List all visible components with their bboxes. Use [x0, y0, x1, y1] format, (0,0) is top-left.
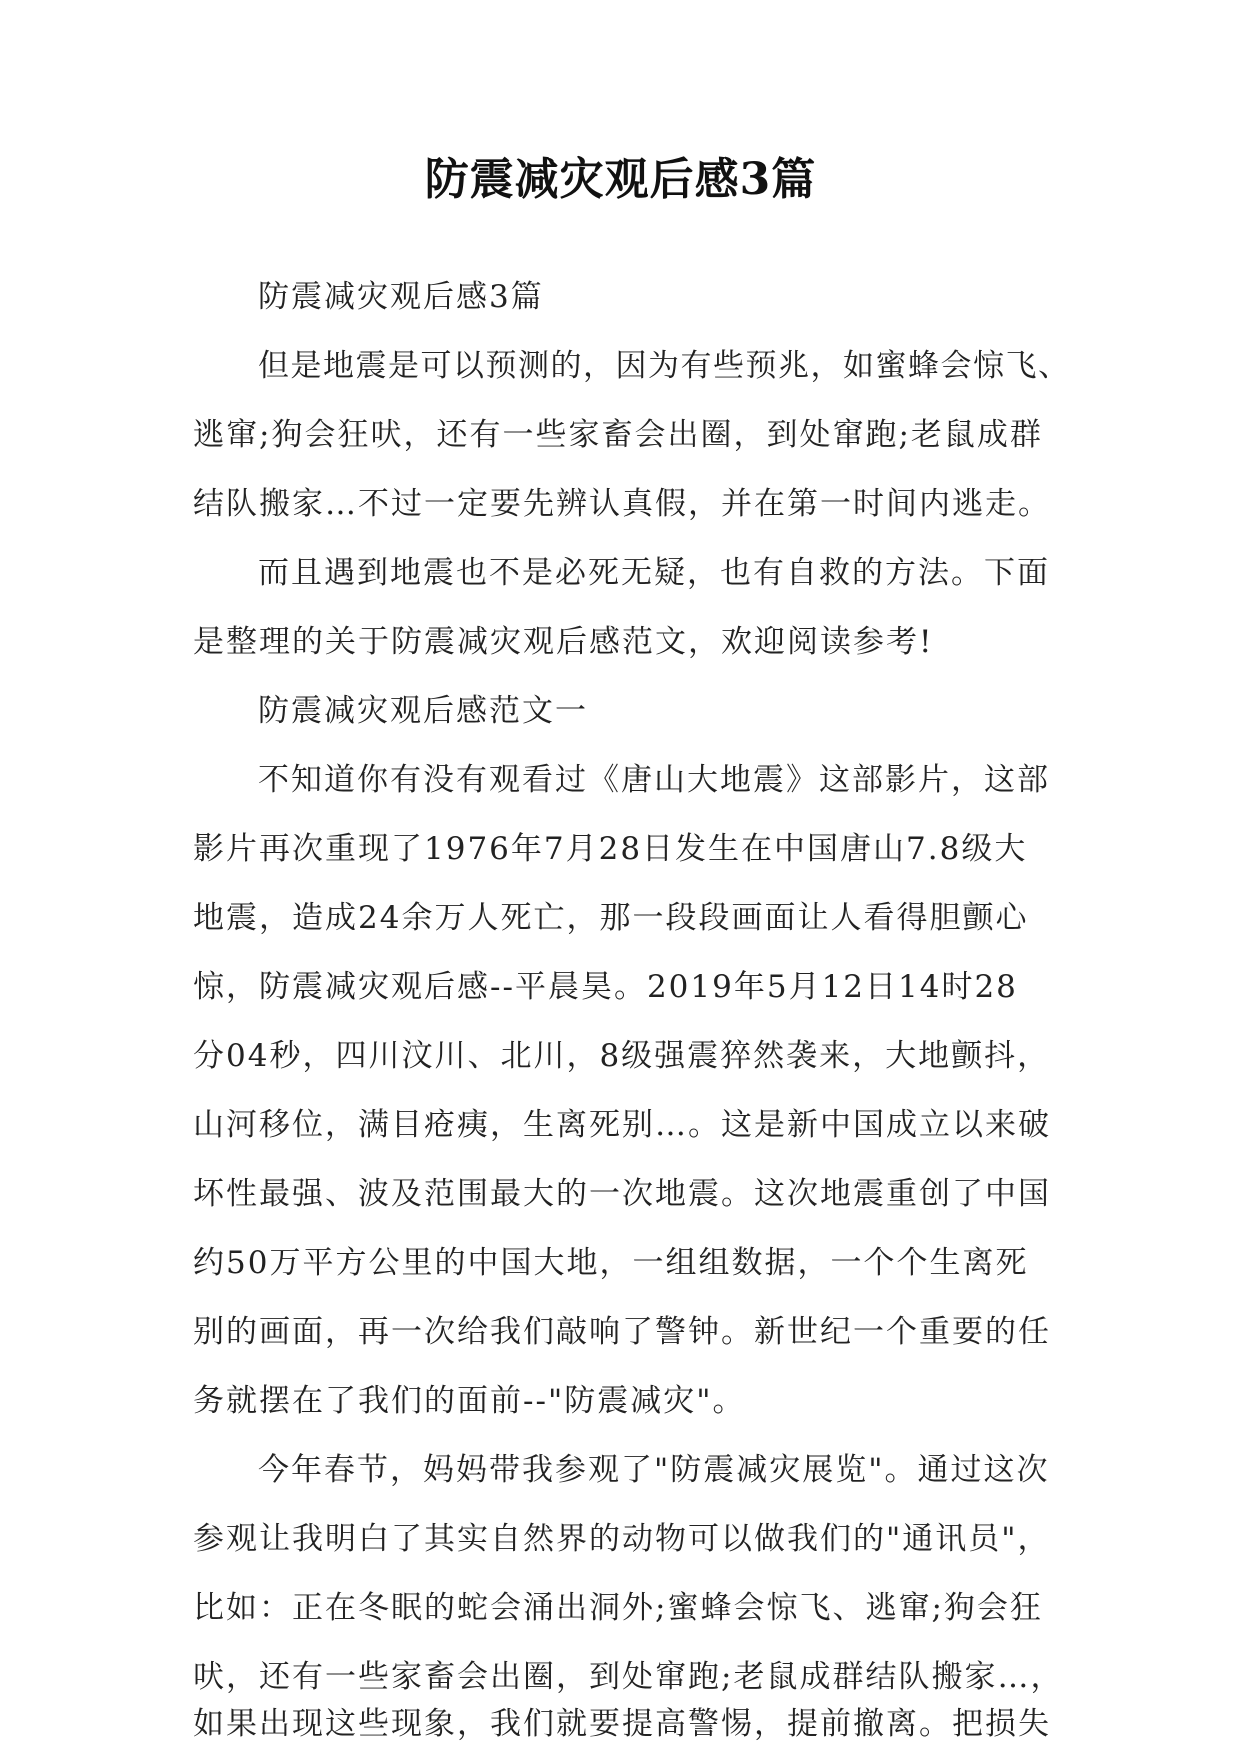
text-line: 坏性最强、波及范围最大的一次地震。这次地震重创了中国	[193, 1176, 1051, 1212]
text-line: 约50万平方公里的中国大地，一组组数据，一个个生离死	[193, 1245, 1029, 1281]
text-line: 山河移位，满目疮痍，生离死别…。这是新中国成立以来破	[193, 1107, 1051, 1143]
text-line: 分04秒，四川汶川、北川，8级强震猝然袭来，大地颤抖，	[193, 1038, 1051, 1074]
text-line: 别的画面，再一次给我们敲响了警钟。新世纪一个重要的任	[193, 1314, 1051, 1350]
text-line: 逃窜;狗会狂吠，还有一些家畜会出圈，到处窜跑;老鼠成群	[193, 417, 1043, 453]
document-title: 防震减灾观后感3篇	[424, 154, 817, 205]
text-line: 惊，防震减灾观后感--平晨昊。2019年5月12日14时28	[193, 969, 1018, 1005]
section-heading: 防震减灾观后感范文一	[258, 693, 588, 729]
text-line: 是整理的关于防震减灾观后感范文，欢迎阅读参考!	[193, 624, 934, 660]
text-line: 参观让我明白了其实自然界的动物可以做我们的"通讯员"，	[193, 1521, 1051, 1557]
text-line: 如果出现这些现象，我们就要提高警惕，提前撤离。把损失	[193, 1706, 1051, 1742]
text-line: 但是地震是可以预测的，因为有些预兆，如蜜蜂会惊飞、	[258, 348, 1071, 384]
text-line: 吠，还有一些家畜会出圈，到处窜跑;老鼠成群结队搬家…，	[193, 1659, 1064, 1695]
text-line: 而且遇到地震也不是必死无疑，也有自救的方法。下面	[258, 555, 1050, 591]
text-line: 不知道你有没有观看过《唐山大地震》这部影片，这部	[258, 762, 1050, 798]
text-line: 结队搬家…不过一定要先辨认真假，并在第一时间内逃走。	[193, 486, 1051, 522]
text-line: 影片再次重现了1976年7月28日发生在中国唐山7.8级大	[193, 831, 1028, 867]
text-line: 地震，造成24余万人死亡，那一段段画面让人看得胆颤心	[193, 900, 1029, 936]
text-line: 防震减灾观后感3篇	[258, 279, 544, 315]
text-line: 比如：正在冬眠的蛇会涌出洞外;蜜蜂会惊飞、逃窜;狗会狂	[193, 1590, 1043, 1626]
text-line: 务就摆在了我们的面前--"防震减灾"。	[193, 1383, 746, 1419]
text-line: 今年春节，妈妈带我参观了"防震减灾展览"。通过这次	[258, 1452, 1050, 1488]
